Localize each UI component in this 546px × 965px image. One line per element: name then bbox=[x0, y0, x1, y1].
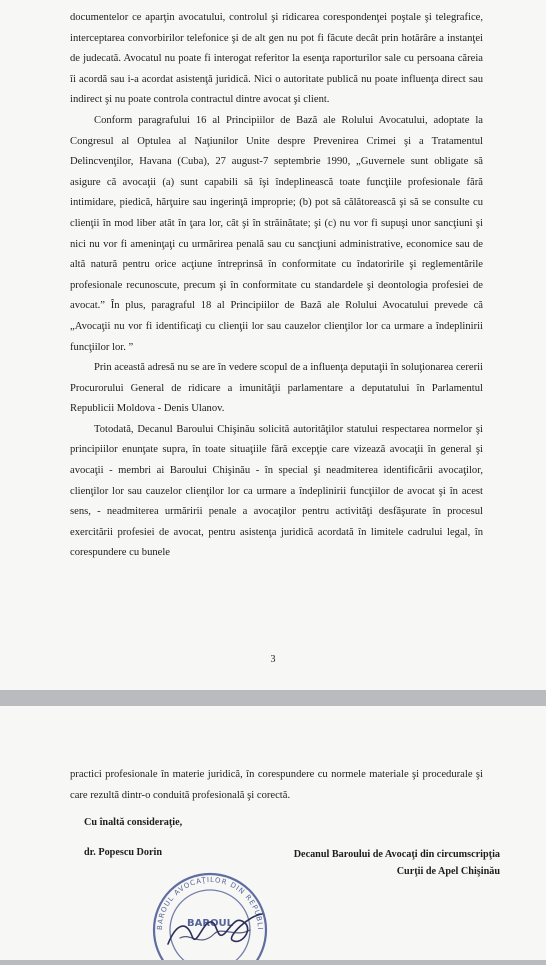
paragraph-continuation: documentelor ce aparţin avocatului, controlul şi ridicarea corespondenţei poştale şi telegrafice, interceptarea convorbirilor telefonice şi de alt gen nu pot fi făcute decât prin hotărâre a instanţei de judecată. Avocatul nu poate fi interogat referitor la esenţa raporturilor sale cu persoana căreia îi acordă sau i-a acordat asistenţă juridică. Nici o autoritate publică nu poate influenţa direct sau indirect şi nu poate controla contractul dintre avocat şi client. bbox=[70, 12, 483, 106]
seal-icon bbox=[140, 860, 290, 960]
paragraph-request: Totodată, Decanul Baroului Chişinău solicită autorităţilor statului respectarea normelor şi principiilor enunţate supra, în toate situaţiile fără excepţie care vizează avocaţii în general şi avocaţii - membri ai Baroului Chişinău - în special şi neadmiterea identificării avocaţilor, clienţilor lor sau cauzelor clienţilor lor ca urmare a îndeplinirii funcţiilor de avocat şi în acest sens, - neadmiterea urmăririi penale a avocaţilor pentru activităţi desfăşurate în procesul exercitării profesiei de avocat, pentru asistenţa juridică acordată în limitele cadrului legal, în corespundere cu bunele bbox=[70, 423, 483, 559]
signatory-title-line1: Decanul Baroului de Avocaţi din circumscripţia bbox=[293, 849, 500, 860]
paragraph-conclusion: practici profesionale în materie juridică, în corespundere cu normele materiale şi procedurale şi care rezultă dintr-o conduită profesională şi corectă. bbox=[70, 769, 483, 801]
page-4-body bbox=[70, 765, 483, 806]
paragraph-purpose: Prin această adresă nu se are în vedere scopul de a influenţa deputaţii în soluţionarea cererii Procurorului General de ridicare a imunităţii parlamentare a deputatului în Parlamentul Republicii Moldova - Denis Ulanov. bbox=[70, 362, 483, 415]
closing-salutation: Cu înaltă consideraţie, bbox=[84, 817, 183, 828]
signatory-title-line2: Curţii de Apel Chişinău bbox=[396, 866, 500, 877]
page-number: 3 bbox=[270, 654, 276, 665]
signatory-name: dr. Popescu Dorin bbox=[84, 847, 163, 858]
page-3-body bbox=[70, 8, 483, 564]
signatory-title bbox=[260, 846, 500, 880]
paragraph-principles: Conform paragrafului 16 al Principiilor de Bază ale Rolului Avocatului, adoptate la Congresul al Optulea al Naţiunilor Unite despre Prevenirea Crimei şi a Tratamentul Delincvenţilor, Havana (Cuba), 27 august-7 septembrie 1990, „Guvernele sunt obligate să asigure că avocaţii (a) sunt capabili să îşi îndeplinească toate funcţiile profesionale fără intimidare, piedică, hărţuire sau ingerinţă improprie; (b) pot să călătorească şi să se consulte cu clienţii în mod liber atât în ţara lor, cât şi în străinătate; şi (c) nu vor fi supuşi unor sancţiuni şi nici nu vor fi ameninţaţi cu urmărirea penală sau cu sancţiuni administrative, economice sau de altă natură pentru orice acţiune întreprinsă în conformitate cu îndatoririle şi reglementările profesionale recunoscute, precum şi în conformitate cu standardele şi deontologia profesiei de avocat.” În plus, paragraful 18 al Principiilor de Bază ale Rolului Avocatului prevede că „Avocaţii nu vor fi identificaţi cu clienţii lor sau cauzelor clienţilor lor ca urmare a îndeplinirii funcţiilor lor. ” bbox=[70, 114, 483, 353]
seal-and-signature bbox=[140, 860, 290, 965]
seal-ring-text: BAROUL AVOCAŢILOR DIN REPUBLI bbox=[155, 875, 265, 931]
seal-center-text: BAROUL bbox=[186, 918, 234, 929]
